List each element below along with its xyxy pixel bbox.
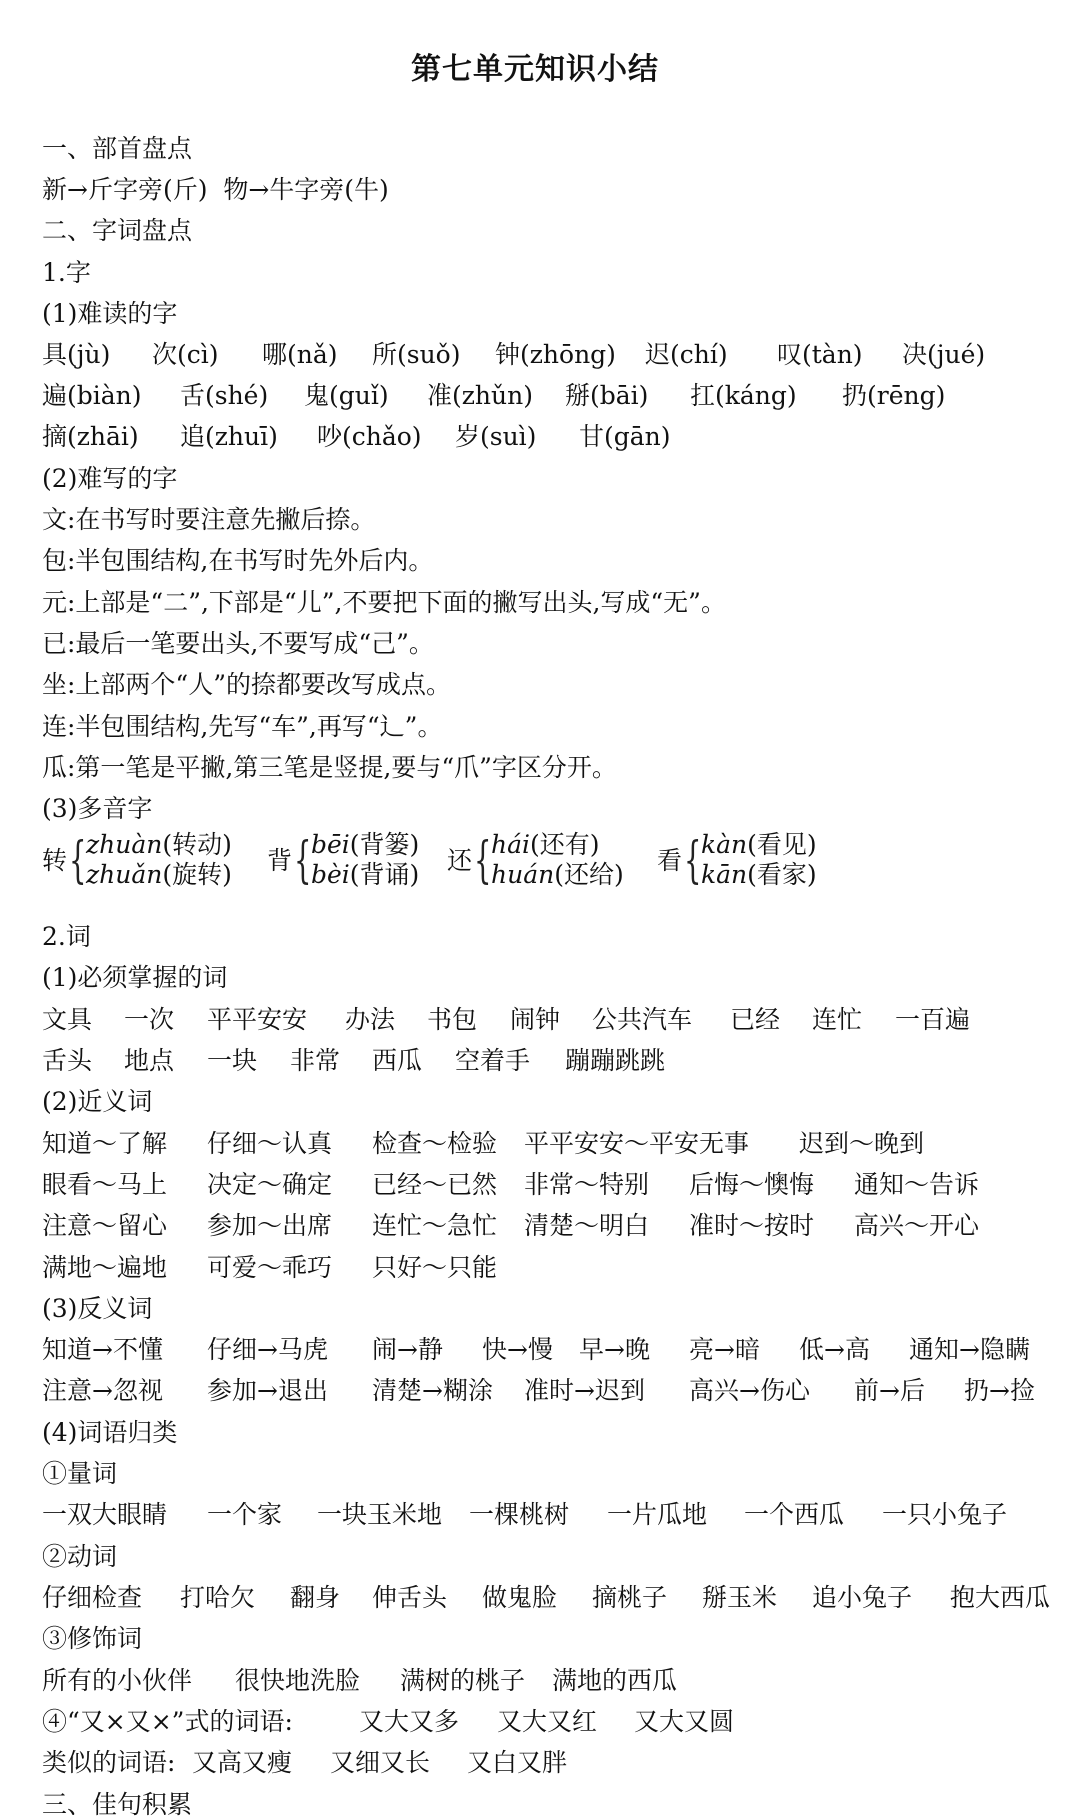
hard-read-item: 扔(rēng) [842, 381, 946, 410]
phrase-item: 仔细检查 [42, 1583, 143, 1612]
synonym-pair: 满地～遍地 [42, 1253, 168, 1282]
polyphone-reading: bèi(背诵) [311, 860, 420, 889]
polyphone-reading: huán(还给) [491, 860, 624, 889]
antonyms-heading: (3)反义词 [42, 1294, 153, 1323]
antonym-pair: 前→后 [854, 1376, 925, 1405]
antonym-pair: 参加→退出 [207, 1376, 328, 1405]
section-sentences-heading: 三、佳句积累 [42, 1790, 193, 1819]
antonym-pair: 亮→暗 [689, 1335, 760, 1364]
hard-read-item: 决(jué) [902, 340, 986, 369]
synonym-pair: 高兴～开心 [854, 1211, 980, 1240]
antonym-pair: 通知→隐瞒 [909, 1335, 1030, 1364]
polyphone-reading: kān(看家) [701, 860, 817, 889]
word-item: 平平安安 [207, 1005, 308, 1034]
brace-icon: { [684, 831, 702, 889]
hard-read-item: 舌(shé) [180, 381, 269, 410]
word-item: 闹钟 [510, 1005, 561, 1034]
antonym-pair: 清楚→糊涂 [372, 1376, 493, 1405]
hard-write-line: 连:半包围结构,先写“车”,再写“辶”。 [42, 712, 443, 741]
synonym-pair: 非常～特别 [524, 1170, 650, 1199]
synonym-pair: 只好～只能 [372, 1253, 498, 1282]
hard-read-item: 具(jù) [42, 340, 111, 369]
phrase-item: 掰玉米 [702, 1583, 778, 1612]
classification-heading: (4)词语归类 [42, 1418, 178, 1447]
must-know-heading: (1)必须掌握的词 [42, 963, 228, 992]
phrase-item: 又高又瘦 [192, 1748, 293, 1777]
brace-icon: { [294, 831, 312, 889]
verbs-heading: ②动词 [42, 1542, 118, 1571]
phrase-item: 追小兔子 [812, 1583, 913, 1612]
synonym-pair: 连忙～急忙 [372, 1211, 498, 1240]
word-item: 一次 [124, 1005, 175, 1034]
word-item: 文具 [42, 1005, 93, 1034]
polyphone-reading: zhuàn(转动) [86, 830, 232, 859]
word-item: 连忙 [812, 1005, 863, 1034]
hard-write-line: 坐:上部两个“人”的捺都要改写成点。 [42, 670, 451, 699]
hard-write-heading: (2)难写的字 [42, 464, 178, 493]
phrase-item: 一片瓜地 [607, 1500, 708, 1529]
brace-icon: { [474, 831, 492, 889]
hard-read-item: 追(zhuī) [180, 422, 278, 451]
page-title: 第七单元知识小结 [411, 52, 659, 87]
hard-read-item: 甘(gān) [579, 422, 671, 451]
synonym-pair: 注意～留心 [42, 1211, 168, 1240]
polyphone-reading: zhuǎn(旋转) [86, 860, 232, 889]
phrase-item: 一双大眼睛 [42, 1500, 168, 1529]
hard-read-item: 掰(bāi) [565, 381, 649, 410]
phrase-item: 打哈欠 [180, 1583, 256, 1612]
hard-read-item: 所(suǒ) [372, 340, 461, 369]
antonym-pair: 低→高 [799, 1335, 870, 1364]
polyphone-reading: bēi(背篓) [311, 830, 420, 859]
hard-write-line: 元:上部是“二”,下部是“儿”,不要把下面的撇写出头,写成“无”。 [42, 588, 726, 617]
phrase-item: 翻身 [290, 1583, 341, 1612]
antonym-pair: 早→晚 [579, 1335, 650, 1364]
word-item: 空着手 [455, 1046, 531, 1075]
phrase-item: 一块玉米地 [317, 1500, 443, 1529]
antonym-pair: 准时→迟到 [524, 1376, 645, 1405]
synonym-pair: 决定～确定 [207, 1170, 333, 1199]
phrase-item: 一棵桃树 [469, 1500, 570, 1529]
synonym-pair: 准时～按时 [689, 1211, 815, 1240]
polyphone-group [267, 828, 437, 898]
section-radicals-heading: 一、部首盘点 [42, 134, 193, 163]
antonym-pair: 闹→静 [372, 1335, 443, 1364]
word-item: 蹦蹦跳跳 [565, 1046, 666, 1075]
polyphone-char: 背 [267, 846, 293, 875]
characters-heading: 1.字 [42, 258, 91, 287]
hard-read-item: 岁(suì) [455, 422, 537, 451]
phrase-item: 摘桃子 [592, 1583, 668, 1612]
hard-read-item: 准(zhǔn) [427, 381, 533, 410]
hard-read-item: 摘(zhāi) [42, 422, 139, 451]
hard-read-item: 迟(chí) [645, 340, 728, 369]
antonym-pair: 扔→捡 [964, 1376, 1035, 1405]
hard-read-heading: (1)难读的字 [42, 299, 178, 328]
synonym-pair: 可爱～乖巧 [207, 1253, 333, 1282]
antonym-pair: 高兴→伤心 [689, 1376, 810, 1405]
polyphone-reading: kàn(看见) [701, 830, 817, 859]
word-item: 地点 [124, 1046, 175, 1075]
polyphone-char: 转 [42, 846, 68, 875]
measure-words-heading: ①量词 [42, 1459, 118, 1488]
synonym-pair: 参加～出席 [207, 1211, 333, 1240]
word-item: 非常 [290, 1046, 341, 1075]
phrase-item: 满树的桃子 [400, 1666, 526, 1695]
phrase-item: 又细又长 [330, 1748, 431, 1777]
polyphone-heading: (3)多音字 [42, 794, 153, 823]
phrase-item: 所有的小伙伴 [42, 1666, 193, 1695]
word-item: 书包 [427, 1005, 478, 1034]
synonym-pair: 知道～了解 [42, 1129, 168, 1158]
synonym-pair: 仔细～认真 [207, 1129, 333, 1158]
polyphone-group [657, 828, 847, 898]
similar-heading: 类似的词语: [42, 1748, 176, 1777]
hard-read-item: 吵(chǎo) [317, 422, 422, 451]
word-item: 西瓜 [372, 1046, 423, 1075]
polyphone-reading: hái(还有) [491, 830, 600, 859]
word-item: 公共汽车 [592, 1005, 693, 1034]
phrase-item: 做鬼脸 [482, 1583, 558, 1612]
synonym-pair: 平平安安～平安无事 [524, 1129, 750, 1158]
phrase-item: 伸舌头 [372, 1583, 448, 1612]
polyphone-char: 还 [447, 846, 473, 875]
youx-heading: ④“又×又×”式的词语: [42, 1707, 293, 1736]
synonyms-heading: (2)近义词 [42, 1087, 153, 1116]
hard-write-line: 瓜:第一笔是平撇,第三笔是竖提,要与“爪”字区分开。 [42, 753, 617, 782]
synonym-pair: 清楚～明白 [524, 1211, 650, 1240]
modifiers-heading: ③修饰词 [42, 1624, 143, 1653]
word-item: 一块 [207, 1046, 258, 1075]
word-item: 舌头 [42, 1046, 93, 1075]
phrase-item: 又大又圆 [634, 1707, 735, 1736]
synonym-pair: 后悔～懊悔 [689, 1170, 815, 1199]
word-item: 已经 [730, 1005, 781, 1034]
word-item: 办法 [345, 1005, 396, 1034]
polyphone-char: 看 [657, 846, 683, 875]
hard-read-item: 钟(zhōng) [495, 340, 616, 369]
antonym-pair: 注意→忽视 [42, 1376, 163, 1405]
synonym-pair: 迟到～晚到 [799, 1129, 925, 1158]
polyphone-group [42, 828, 252, 898]
word-item: 一百遍 [895, 1005, 971, 1034]
phrase-item: 又大又多 [359, 1707, 460, 1736]
phrase-item: 很快地洗脸 [235, 1666, 361, 1695]
brace-icon: { [69, 831, 87, 889]
antonym-pair: 知道→不懂 [42, 1335, 163, 1364]
phrase-item: 又白又胖 [467, 1748, 568, 1777]
words-heading: 2.词 [42, 922, 91, 951]
hard-read-item: 次(cì) [152, 340, 219, 369]
hard-read-item: 哪(nǎ) [262, 340, 338, 369]
antonym-pair: 仔细→马虎 [207, 1335, 328, 1364]
phrase-item: 一个西瓜 [744, 1500, 845, 1529]
hard-read-item: 鬼(guǐ) [304, 381, 389, 410]
hard-read-item: 扛(káng) [690, 381, 797, 410]
hard-write-line: 包:半包围结构,在书写时先外后内。 [42, 546, 434, 575]
hard-write-line: 已:最后一笔要出头,不要写成“己”。 [42, 629, 434, 658]
hard-write-line: 文:在书写时要注意先撇后捺。 [42, 505, 376, 534]
hard-read-item: 遍(biàn) [42, 381, 142, 410]
synonym-pair: 已经～已然 [372, 1170, 498, 1199]
phrase-item: 抱大西瓜 [950, 1583, 1051, 1612]
phrase-item: 又大又红 [497, 1707, 598, 1736]
synonym-pair: 通知～告诉 [854, 1170, 980, 1199]
radicals-line: 新→斤字旁(斤) 物→牛字旁(牛) [42, 175, 389, 204]
polyphone-group [447, 828, 642, 898]
synonym-pair: 检查～检验 [372, 1129, 498, 1158]
hard-read-item: 叹(tàn) [777, 340, 863, 369]
phrase-item: 一只小兔子 [882, 1500, 1008, 1529]
phrase-item: 满地的西瓜 [552, 1666, 678, 1695]
synonym-pair: 眼看～马上 [42, 1170, 168, 1199]
section-words-heading: 二、字词盘点 [42, 216, 193, 245]
antonym-pair: 快→慢 [482, 1335, 553, 1364]
phrase-item: 一个家 [207, 1500, 283, 1529]
